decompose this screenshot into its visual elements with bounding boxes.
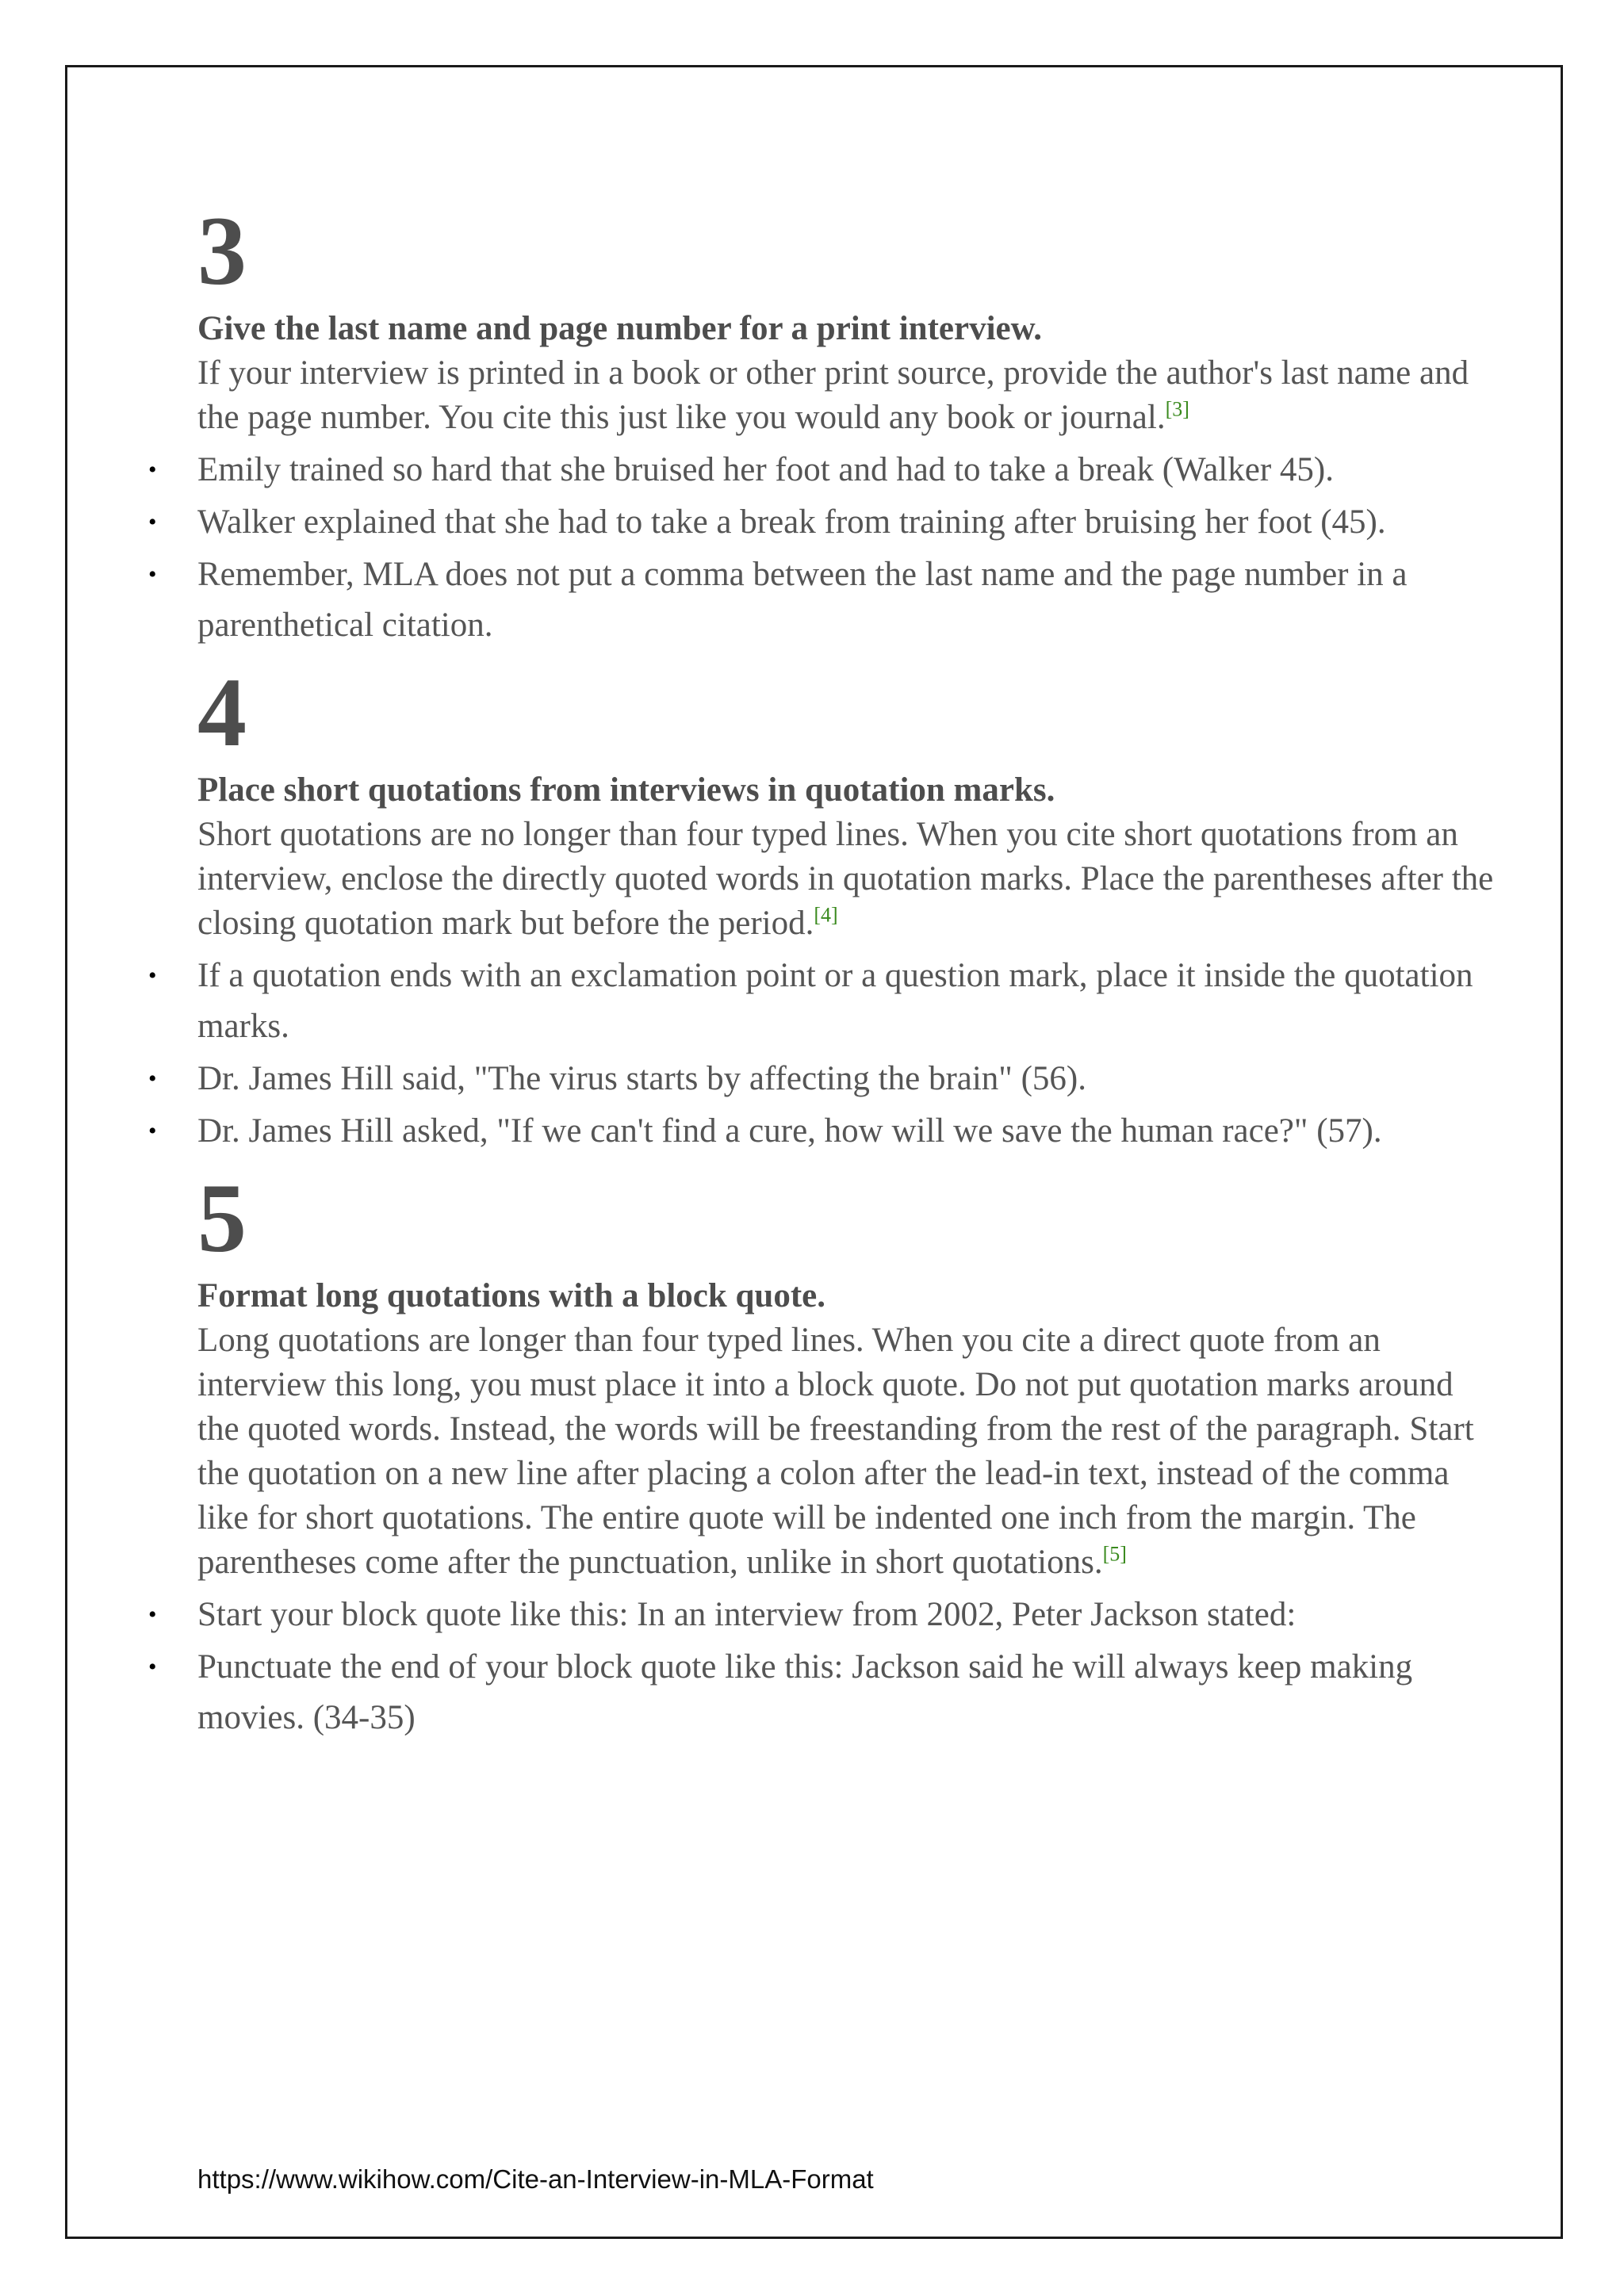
bullet-icon: • (148, 962, 157, 989)
step-description-text: If your interview is printed in a book or other print source, provide the author's last name and the page number. You cite this just like you would any book or journal. (197, 354, 1469, 436)
bullet-icon: • (148, 509, 157, 535)
step-tips-list (148, 1590, 1498, 1743)
list-item-text: Remember, MLA does not put a comma between the last name and the page number in a parenthetical citation. (197, 556, 1408, 644)
step-4 (148, 658, 1498, 1157)
step-3 (148, 197, 1498, 651)
list-item (148, 1106, 1498, 1157)
bullet-icon: • (148, 457, 157, 483)
step-description-text: Short quotations are no longer than four typed lines. When you cite short quotations from an interview, enclose the directly quoted words in quotation marks. Place the parentheses after the closing quotation mark but before the period. (197, 816, 1494, 942)
article-content (148, 197, 1498, 1745)
source-url[interactable]: https://www.wikihow.com/Cite-an-Interview-in-MLA-Format (197, 2164, 874, 2194)
step-title: Place short quotations from interviews in quotation marks. (197, 771, 1055, 809)
step-description (197, 1318, 1498, 1585)
list-item (148, 549, 1498, 651)
bullet-icon: • (148, 1654, 157, 1680)
bullet-icon: • (148, 1118, 157, 1144)
step-tips-list (148, 445, 1498, 651)
list-item-text: Start your block quote like this: In an interview from 2002, Peter Jackson stated: (197, 1596, 1297, 1633)
step-5 (148, 1164, 1498, 1743)
step-title: Format long quotations with a block quote. (197, 1277, 825, 1314)
step-tips-list (148, 951, 1498, 1157)
list-item-text: Emily trained so hard that she bruised her foot and had to take a break (Walker 45). (197, 451, 1334, 488)
list-item (148, 1054, 1498, 1104)
step-description-text: Long quotations are longer than four typed lines. When you cite a direct quote from an interview this long, you must place it into a block quote. Do not put quotation marks around the quoted words. Instead, the words will be freestanding from the rest of the paragraph. Start the quotation on a new line after placing a colon after the lead-in text, instead of the comma like for short quotations. The entire quote will be indented one inch from the margin. The parentheses come after the punctuation, unlike in short quotations. (197, 1322, 1474, 1581)
step-description (197, 813, 1498, 946)
bullet-icon: • (148, 1601, 157, 1628)
step-number: 3 (197, 197, 247, 305)
list-item-text: Dr. James Hill said, "The virus starts by affecting the brain" (56). (197, 1060, 1087, 1097)
list-item (148, 1590, 1498, 1640)
bullet-icon: • (148, 1066, 157, 1092)
list-item-text: Punctuate the end of your block quote like this: Jackson said he will always keep making movies. (34-35) (197, 1648, 1413, 1736)
list-item (148, 445, 1498, 496)
list-item (148, 1642, 1498, 1743)
bullet-icon: • (148, 561, 157, 587)
step-number: 5 (197, 1164, 247, 1272)
list-item-text: If a quotation ends with an exclamation point or a question mark, place it inside the quotation marks. (197, 957, 1473, 1045)
reference-link[interactable]: [5] (1102, 1542, 1127, 1566)
list-item-text: Walker explained that she had to take a break from training after bruising her foot (45). (197, 503, 1386, 541)
reference-link[interactable]: [4] (814, 903, 838, 927)
list-item-text: Dr. James Hill asked, "If we can't find a cure, how will we save the human race?" (57). (197, 1112, 1382, 1150)
step-number: 4 (197, 658, 247, 767)
step-description (197, 351, 1498, 440)
reference-link[interactable]: [3] (1165, 397, 1189, 421)
list-item (148, 497, 1498, 548)
step-title: Give the last name and page number for a print interview. (197, 310, 1043, 347)
list-item (148, 951, 1498, 1052)
